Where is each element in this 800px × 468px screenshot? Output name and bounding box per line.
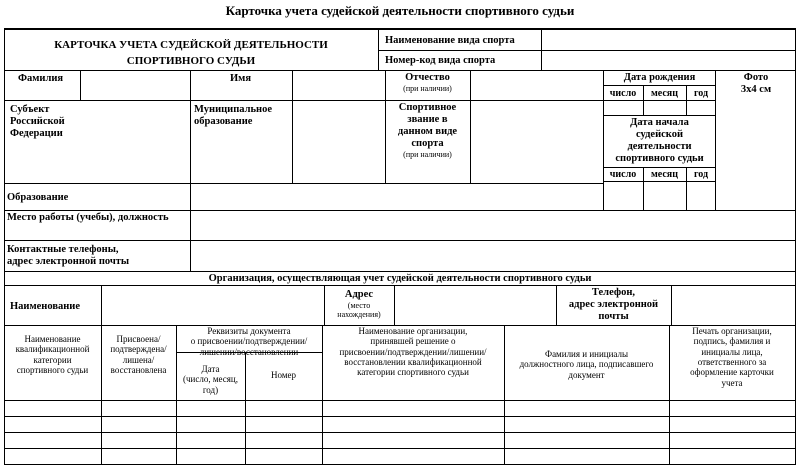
line bbox=[603, 167, 716, 168]
phone-line: Телефон, bbox=[591, 287, 636, 298]
col-status-header bbox=[101, 334, 176, 375]
start-date-line: судейской bbox=[635, 129, 683, 141]
birth-month-label: месяц bbox=[651, 88, 678, 99]
subject-label bbox=[10, 104, 65, 140]
sport-title-line: спорта bbox=[411, 138, 444, 150]
card-title bbox=[4, 38, 378, 70]
patronymic-note: (при наличии) bbox=[403, 84, 452, 94]
phone-line: почты bbox=[598, 311, 629, 323]
header-line: Присвоена/ bbox=[116, 334, 161, 344]
header-line: инициалы лица, bbox=[701, 346, 763, 357]
address-text: Адрес bbox=[344, 289, 374, 300]
org-address-field[interactable] bbox=[395, 286, 556, 325]
contacts-field[interactable] bbox=[191, 241, 795, 271]
line bbox=[603, 115, 716, 116]
header-line: Печать организации, bbox=[692, 326, 772, 336]
header-line: принявшей решение о bbox=[370, 336, 456, 347]
start-year-label: год bbox=[693, 169, 709, 180]
header-line: Дата bbox=[201, 364, 220, 374]
line bbox=[4, 271, 796, 272]
col-seal-header bbox=[669, 326, 795, 388]
col-doc-number-header: Номер bbox=[270, 370, 297, 380]
frame-top bbox=[4, 28, 796, 30]
patronymic-text: Отчество bbox=[405, 72, 450, 83]
line bbox=[603, 181, 716, 182]
table-row[interactable] bbox=[5, 417, 795, 432]
col-doc-date-header bbox=[176, 364, 245, 395]
header-line: документ bbox=[568, 369, 605, 380]
workplace-field[interactable] bbox=[191, 211, 795, 240]
header-line: о присвоении/подтверждении/ bbox=[190, 336, 308, 347]
sport-name-field[interactable] bbox=[542, 31, 795, 50]
header-line: Наименование организации, bbox=[358, 326, 468, 336]
municipal-line: образование bbox=[194, 116, 253, 128]
header-line: должностного лица, подписавшего bbox=[519, 359, 654, 370]
municipal-label bbox=[194, 104, 272, 128]
start-day-label: число bbox=[609, 169, 637, 180]
sport-title-label bbox=[385, 102, 470, 159]
birth-date-label: Дата рождения bbox=[623, 72, 696, 83]
line bbox=[603, 85, 716, 86]
start-date-line: деятельности bbox=[627, 141, 692, 153]
address-note: (место bbox=[347, 301, 371, 311]
header-line: квалификационной bbox=[15, 344, 90, 355]
card-title-line: КАРТОЧКА УЧЕТА СУДЕЙСКОЙ ДЕЯТЕЛЬНОСТИ bbox=[54, 39, 328, 51]
phone-line: адрес электронной bbox=[568, 299, 659, 311]
patronymic-label bbox=[385, 72, 470, 93]
header-line: присвоении/подтверждении/лишении/ bbox=[339, 346, 487, 357]
org-address-label bbox=[324, 289, 394, 319]
surname-label: Фамилия bbox=[18, 73, 64, 84]
table-row[interactable] bbox=[5, 401, 795, 416]
start-month-label: месяц bbox=[651, 169, 678, 180]
name-field[interactable] bbox=[293, 71, 385, 100]
col-category-header bbox=[4, 334, 101, 375]
line bbox=[190, 70, 191, 100]
table-row[interactable] bbox=[5, 449, 795, 464]
sport-title-field[interactable] bbox=[471, 101, 603, 183]
page-title: Карточка учета судейской деятельности спортивного судьи bbox=[225, 3, 575, 18]
org-name-field[interactable] bbox=[102, 286, 324, 325]
header-line: (число, месяц, bbox=[183, 374, 238, 385]
sport-title-line: Спортивное bbox=[398, 102, 457, 113]
photo-size: 3х4 см bbox=[740, 84, 772, 96]
start-date-label bbox=[603, 117, 716, 165]
birth-day-label: число bbox=[609, 88, 637, 99]
header-line: восстановлена bbox=[110, 365, 167, 376]
education-field[interactable] bbox=[191, 184, 603, 210]
col-document-header bbox=[176, 326, 322, 357]
sport-code-label: Номер-код вида спорта bbox=[385, 55, 496, 66]
start-date-line: Дата начала bbox=[630, 117, 689, 128]
municipal-field[interactable] bbox=[293, 101, 385, 183]
table-row[interactable] bbox=[5, 433, 795, 448]
workplace-label: Место работы (учебы), должность bbox=[7, 212, 169, 223]
org-header: Организация, осуществляющая учет судейской деятельности спортивного судьи bbox=[208, 273, 592, 284]
contacts-line: адрес электронной почты bbox=[7, 256, 130, 268]
start-date-line: спортивного судьи bbox=[615, 153, 704, 165]
col-official-header bbox=[504, 349, 669, 380]
name-label: Имя bbox=[230, 73, 251, 84]
header-line: год) bbox=[202, 384, 219, 395]
header-line: Реквизиты документа bbox=[207, 326, 291, 336]
org-name-label: Наименование bbox=[10, 301, 80, 312]
sport-code-field[interactable] bbox=[542, 51, 795, 70]
card-title-line: СПОРТИВНОГО СУДЬИ bbox=[126, 54, 256, 67]
header-line: учета bbox=[721, 377, 743, 388]
sport-title-line: данном виде bbox=[397, 126, 458, 138]
contacts-label bbox=[7, 244, 129, 268]
sport-title-note: (при наличии) bbox=[403, 150, 452, 160]
surname-field[interactable] bbox=[81, 71, 190, 100]
subject-line: Федерации bbox=[10, 128, 63, 140]
subject-line: Российской bbox=[10, 116, 65, 128]
sport-name-label: Наименование вида спорта bbox=[385, 35, 515, 46]
contacts-line: Контактные телефоны, bbox=[7, 244, 119, 255]
header-line: оформление карточки bbox=[690, 367, 774, 378]
org-phone-label bbox=[556, 287, 671, 323]
header-line: спортивного судьи bbox=[16, 365, 89, 376]
header-line: Фамилия и инициалы bbox=[544, 349, 629, 359]
header-line: категории bbox=[33, 354, 72, 365]
org-phone-field[interactable] bbox=[672, 286, 795, 325]
header-line: лишении/восстановлении bbox=[199, 346, 299, 357]
header-line: ответственного за bbox=[697, 357, 767, 368]
header-line: Наименование bbox=[24, 334, 81, 344]
photo-label bbox=[716, 72, 796, 96]
header-line: лишена/ bbox=[122, 354, 155, 365]
sport-title-line: звание в bbox=[407, 114, 448, 126]
birth-year-label: год bbox=[693, 88, 709, 99]
header-line: восстановлении квалификационной bbox=[344, 357, 482, 368]
frame-bottom bbox=[4, 464, 796, 465]
photo-text: Фото bbox=[743, 72, 769, 83]
header-line: подпись, фамилия и bbox=[693, 336, 771, 347]
patronymic-field[interactable] bbox=[471, 71, 603, 100]
header-line: подтверждена/ bbox=[110, 344, 167, 355]
header-line: категории спортивного судьи bbox=[357, 367, 469, 378]
education-label: Образование bbox=[7, 192, 69, 203]
subject-line: Субъект bbox=[10, 104, 50, 115]
line bbox=[190, 100, 191, 183]
address-note: нахождения) bbox=[337, 310, 381, 320]
col-org-decision-header bbox=[322, 326, 504, 378]
municipal-line: Муниципальное bbox=[194, 104, 273, 115]
